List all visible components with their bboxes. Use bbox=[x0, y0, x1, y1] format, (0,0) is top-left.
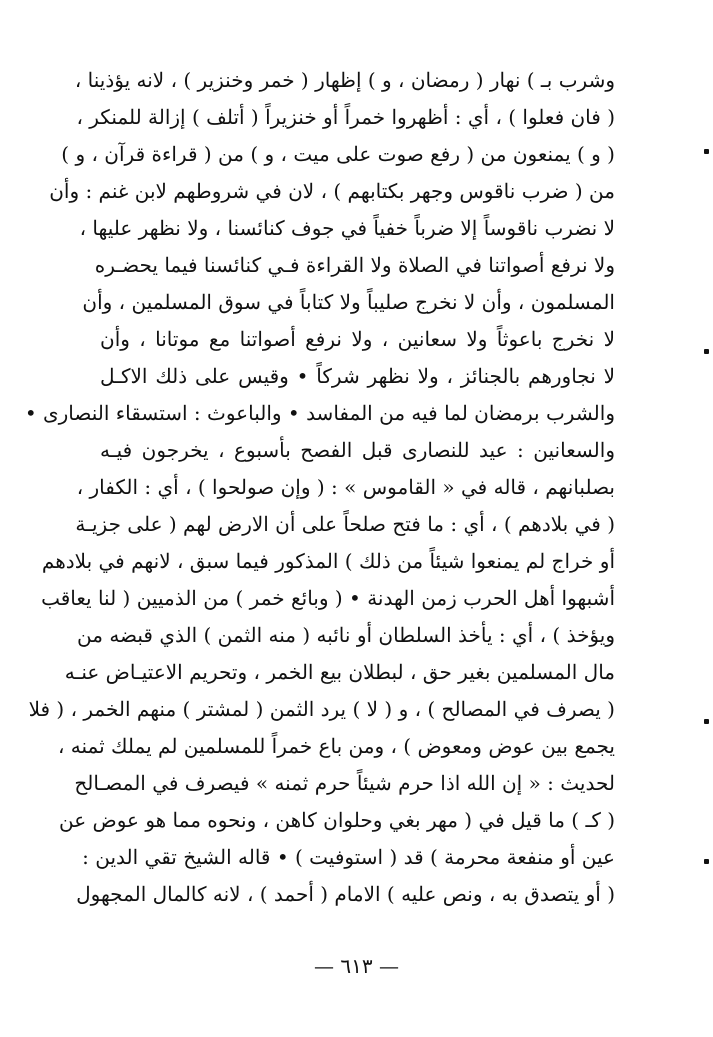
text-line-4: من ( ضرب ناقوس وجهر بكتابهم ) ، لان في شروطهم لابن غنم : وأن bbox=[49, 179, 615, 203]
text-line-1: وشرب بـ ) نهار ( رمضان ، و ) إظهار ( خمر وخنزير ) ، لانه يؤذينا ، bbox=[74, 68, 615, 92]
scan-edge-mark-1 bbox=[704, 149, 709, 154]
text-line-6: ولا نرفع أصواتنا في الصلاة ولا القراءة فـي كنائسنا فيما يحضـره bbox=[94, 253, 615, 277]
scan-edge-mark-4 bbox=[704, 859, 709, 864]
text-line-18: ( يصرف في المصالح ) ، و ( لا ) يرد الثمن ( لمشتر ) منهم الخمر ، ( فلا bbox=[28, 697, 615, 721]
text-line-9: لا نجاورهم بالجنائز ، ولا نظهر شركاً • وقيس على ذلك الاكـل bbox=[100, 364, 615, 388]
text-line-12: بصلبانهم ، قاله في « القاموس » : ( وإن صولحوا ) ، أي : الكفار ، bbox=[76, 475, 615, 499]
arabic-text-block bbox=[0, 63, 713, 963]
text-line-14: أو خراج لم يمنعوا شيئاً من ذلك ) المذكور فيما سبق ، لانهم في بلادهم bbox=[41, 549, 615, 573]
scan-edge-mark-2 bbox=[704, 349, 709, 354]
text-line-21: ( كـ ) ما قيل في ( مهر بغي وحلوان كاهن ، ونحوه مما هو عوض عن bbox=[59, 808, 615, 832]
text-line-2: ( فان فعلوا ) ، أي : أظهروا خمراً أو خنزيراً ( أتلف ) إزالة للمنكر ، bbox=[76, 105, 615, 129]
text-line-11: والسعانين : عيد للنصارى قبل الفصح بأسبوع ، يخرجون فيـه bbox=[100, 438, 615, 462]
text-line-3: ( و ) يمنعون من ( رفع صوت على ميت ، و ) من ( قراءة قرآن ، و ) bbox=[61, 142, 615, 166]
text-line-19: يجمع بين عوض ومعوض ) ، ومن باع خمراً للمسلمين لم يملك ثمنه ، bbox=[57, 734, 615, 758]
text-line-15: أشبهوا أهل الحرب زمن الهدنة • ( وبائع خمر ) من الذميين ( لنا يعاقب bbox=[41, 586, 615, 610]
text-line-23: ( أو يتصدق به ، ونص عليه ) الامام ( أحمد ) ، لانه كالمال المجهول bbox=[76, 882, 615, 906]
text-line-20: لحديث : « إن الله اذا حرم شيئاً حرم ثمنه » فيصرف في المصـالح bbox=[74, 771, 615, 795]
page-number: — ٦١٣ — bbox=[314, 954, 399, 978]
text-line-22: عين أو منفعة محرمة ) قد ( استوفيت ) • قاله الشيخ تقي الدين : bbox=[82, 845, 615, 869]
text-line-10: والشرب برمضان لما فيه من المفاسد • والباعوث : استسقاء النصارى • bbox=[24, 401, 615, 425]
text-line-5: لا نضرب ناقوساً إلا ضرباً خفياً في جوف كنائسنا ، ولا نظهر عليها ، bbox=[79, 216, 615, 240]
text-line-17: مال المسلمين بغير حق ، لبطلان بيع الخمر ، وتحريم الاعتيـاض عنـه bbox=[64, 660, 615, 684]
text-line-7: المسلمون ، وأن لا نخرج صليباً ولا كتاباً في سوق المسلمين ، وأن bbox=[82, 290, 615, 314]
text-line-16: ويؤخذ ) ، أي : يأخذ السلطان أو نائبه ( منه الثمن ) الذي قبضه من bbox=[77, 623, 615, 647]
scan-edge-mark-3 bbox=[704, 719, 709, 724]
text-line-8: لا نخرج باعوثاً ولا سعانين ، ولا نرفع أصواتنا مع موتانا ، وأن bbox=[100, 327, 615, 351]
text-line-13: ( في بلادهم ) ، أي : ما فتح صلحاً على أن الارض لهم ( على جزيـة bbox=[75, 512, 615, 536]
